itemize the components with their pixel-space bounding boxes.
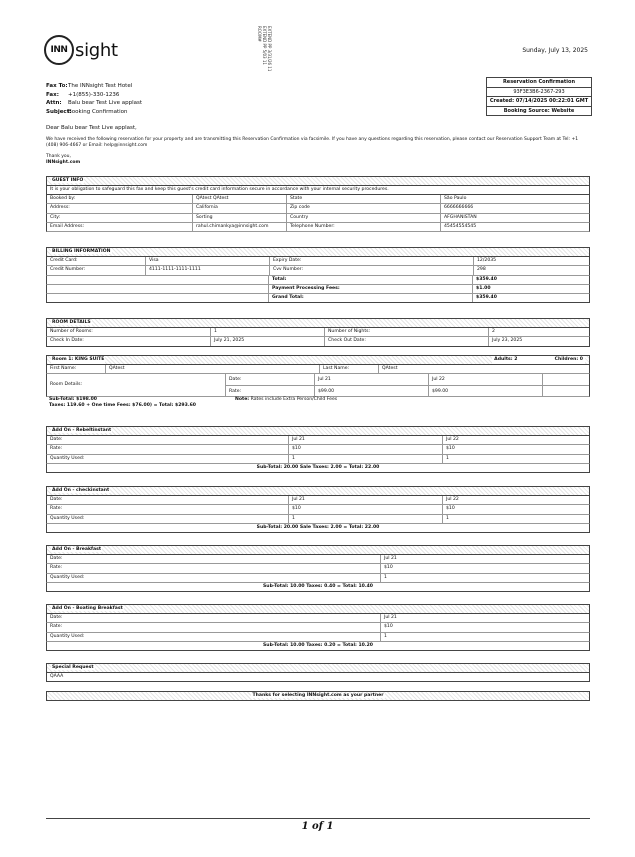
table-row (46, 276, 590, 285)
special-request-value: QAAA (50, 674, 64, 679)
cell: Jul 22 (429, 374, 543, 385)
cell: Date: (226, 374, 315, 385)
table-row (46, 555, 590, 564)
room-details-title: ROOM DETAILS (52, 320, 91, 325)
cell: Cvv Number: (270, 266, 474, 274)
guest-info-section (46, 176, 590, 232)
cell: July 23, 2025 (492, 338, 523, 344)
table-row (46, 214, 590, 223)
cell: Last Name: (320, 365, 379, 373)
cell: Sorting (193, 214, 287, 222)
reservation-number: 93F3E3B6-2367-293 (487, 88, 591, 98)
cell: Jul 21 (384, 556, 397, 561)
cell: City: (47, 214, 193, 222)
addon-title: Add On - Boating Breakfast (52, 606, 123, 611)
cell: July 21, 2025 (211, 337, 325, 345)
fax-attn: Balu bear Test Live applast (68, 100, 142, 106)
addon-title: Add On - checkinstant (52, 488, 110, 493)
billing-title: BILLING INFORMATION (52, 249, 111, 254)
cell (543, 374, 589, 385)
cell: Jul 21 (384, 615, 397, 620)
table-row (46, 455, 590, 464)
section-header (46, 663, 590, 673)
cell: Quantity Used: (47, 455, 289, 463)
cell: 1 (289, 515, 443, 523)
cell: Zip code (287, 204, 441, 212)
room-details-block (46, 374, 590, 397)
closing-text: Thanks for selecting INNsight.com as your partner (252, 693, 384, 698)
cell: Jul 22 (446, 497, 459, 502)
thanks-block (46, 154, 80, 166)
fax-attn-label: Attn: (46, 100, 62, 106)
cell: $99.00 (315, 386, 429, 397)
table-row (46, 623, 590, 632)
table-row (46, 564, 590, 573)
room-1-section (46, 355, 590, 409)
cell: Country (287, 214, 441, 222)
cell: Room Details: (47, 374, 226, 396)
stamp-line-2: EXTEND PP 5/03 11 (262, 26, 267, 65)
room-1-subtotal: Sub-Total: $198.00 (49, 397, 98, 403)
cell: Jul 21 (289, 436, 443, 444)
cell: $1.00 (476, 285, 491, 291)
cell: 1 (384, 574, 387, 580)
fax-to: The INNsight Test Hotel (68, 83, 133, 89)
addon-summary: Sub-Total: 10.00 Taxes: 0.20 = Total: 10.20 (46, 642, 590, 651)
cell: 1 (384, 633, 387, 639)
cell: QAtest (382, 366, 398, 371)
header-date: Sunday, July 13, 2025 (522, 47, 588, 54)
cell: 4111-1111-1111-1111 (146, 266, 270, 274)
special-request-section (46, 663, 590, 682)
cell: Rate: (47, 564, 381, 572)
adults-count: Adults: 2 (494, 357, 518, 362)
cell: Date: (47, 555, 381, 563)
vertical-stamp (238, 26, 272, 78)
table-row (46, 195, 590, 204)
cell: $10 (446, 506, 455, 512)
cell: Quantity Used: (47, 515, 289, 523)
special-request-title: Special Request (52, 665, 94, 670)
table-row (46, 436, 590, 445)
addon-section (46, 486, 590, 533)
stamp-line-1: EXTEND PP 3/31/26 11 (267, 26, 272, 72)
section-header (46, 486, 590, 496)
section-header (46, 318, 590, 328)
cell: $359.40 (476, 295, 497, 301)
cell (47, 285, 269, 293)
table-row (46, 515, 590, 524)
cell: $99.00 (429, 386, 543, 397)
fax-number: +1(855)-330-1236 (68, 91, 120, 98)
cell (47, 294, 269, 302)
logo-text: sight (75, 39, 118, 61)
thanks-signature: INNsight.com (46, 160, 81, 165)
cell: 1 (289, 455, 443, 463)
section-header (46, 247, 590, 257)
reservation-created: Created: 07/14/2025 00:22:01 GMT (487, 97, 591, 107)
cell: Credit Card: (47, 257, 146, 265)
cell: 1 (446, 455, 449, 461)
section-header (46, 176, 590, 186)
cell: Credit Number: (47, 266, 146, 274)
addon-summary: Sub-Total: 10.00 Taxes: 0.40 = Total: 10.40 (46, 583, 590, 592)
addon-summary: Sub-Total: 20.00 Sale Taxes: 2.00 = Total: 22.00 (46, 464, 590, 473)
table-row (46, 266, 590, 275)
logo-ring: INN (44, 35, 74, 65)
table-row (46, 294, 590, 303)
table-row (46, 285, 590, 294)
note-label: Note: (235, 397, 250, 403)
guest-note: It is your obligation to safeguard this fax and keep this guest's credit card information secure in accordance with your internal security procedures. (46, 186, 590, 195)
cell: Number of Rooms: (47, 328, 211, 336)
cell: $10 (289, 445, 443, 453)
cell (543, 386, 589, 397)
room-1-taxes: Taxes: 119.60 + One time Fees: $76.00) = Total: $293.60 (49, 403, 196, 409)
thanks-line: Thank you, (46, 154, 71, 159)
billing-section (46, 247, 590, 303)
table-row (46, 614, 590, 623)
cell: First Name: (47, 365, 106, 373)
greeting: Dear Balu bear Test Live applast, (46, 125, 137, 131)
guest-info-title: GUEST INFO (52, 178, 84, 183)
intro-text: We have received the following reservation for your property and are transmitting this Reservation Confirmation via facsimile. If you have any questions regarding this reservation, please contact our Reservation Support Team at Tel: +1 (408) 906-4667 or Email: help@innsight.com (46, 137, 579, 148)
table-row (46, 328, 590, 337)
fax-subject: Booking Confirmation (68, 108, 128, 115)
cell: Expiry Date: (270, 257, 474, 265)
cell: 1 (211, 328, 325, 336)
addon-title: Add On - Breakfast (52, 547, 102, 552)
cell: Total: (269, 276, 473, 284)
fax-to-label: Fax To: (46, 83, 68, 89)
table-row (46, 574, 590, 583)
table-row (46, 496, 590, 505)
addon-title: Add On - Rebeltinstant (52, 428, 112, 433)
table-row (46, 365, 590, 374)
cell: 6666666666 (444, 205, 474, 211)
cell: rahul.chimankya@innsight.com (193, 223, 287, 231)
cell: Email Address: (47, 223, 193, 231)
cell: Quantity Used: (47, 633, 381, 641)
cell: Jul 22 (446, 437, 459, 442)
cell: Date: (47, 496, 289, 504)
reservation-box (486, 77, 592, 116)
cell: QAtest (106, 365, 320, 373)
table-row (46, 204, 590, 213)
addon-section (46, 604, 590, 651)
section-header (46, 426, 590, 436)
cell: $10 (384, 565, 393, 571)
cell: $359.40 (476, 276, 497, 282)
cell: Rate: (226, 386, 315, 397)
cell: Number of Nights: (325, 328, 489, 336)
cell: Date: (47, 436, 289, 444)
footer-divider (46, 818, 590, 819)
addon-summary: Sub-Total: 20.00 Sale Taxes: 2.00 = Total: 22.00 (46, 524, 590, 533)
cell: Rate: (47, 623, 381, 631)
fax-number-label: Fax: (46, 91, 59, 98)
booking-source: Booking Source: Website (503, 107, 575, 114)
table-row (46, 445, 590, 454)
cell (47, 276, 269, 284)
cell: 12/2035 (477, 258, 497, 263)
cell: Address: (47, 204, 193, 212)
cell: Booked by: (47, 195, 193, 203)
cell: Quantity Used: (47, 574, 381, 582)
room-details-section (46, 318, 590, 347)
table-row (46, 505, 590, 514)
table-row (46, 673, 590, 682)
closing-section (46, 691, 590, 701)
cell: Jul 21 (315, 374, 429, 385)
cell: Date: (47, 614, 381, 622)
table-row (46, 337, 590, 346)
cell: $10 (289, 505, 443, 513)
cell: Payment Processing Fees: (269, 285, 473, 293)
cell: 45454554545 (444, 223, 477, 229)
cell: Check In Date: (47, 337, 211, 345)
reservation-title: Reservation Confirmation (487, 78, 591, 88)
fax-subject-label: Subject: (46, 108, 72, 115)
cell: Check Out Date: (325, 337, 489, 345)
room-1-title: Room 1: KING SUITE (52, 357, 105, 362)
cell: California (193, 204, 287, 212)
cell: $10 (384, 624, 393, 630)
innsight-logo (44, 34, 118, 66)
cell: São Paulo (444, 196, 467, 201)
page-number: 1 of 1 (301, 821, 334, 832)
cell: 1 (446, 515, 449, 521)
room-1-totals (46, 397, 590, 409)
cell: Telephone Number: (287, 223, 441, 231)
section-header (46, 545, 590, 555)
cell: 2 (492, 329, 495, 334)
fax-header (46, 82, 142, 116)
cell: Visa (146, 257, 270, 265)
cell: Rate: (47, 505, 289, 513)
section-header (46, 355, 590, 365)
cell: QAtest QAtest (193, 195, 287, 203)
section-header (46, 604, 590, 614)
cell: Grand Total: (269, 294, 473, 302)
stamp-line-3: ROOM# (257, 26, 262, 42)
table-row (46, 257, 590, 266)
cell: Jul 21 (289, 496, 443, 504)
cell: AFGHANISTAN (444, 214, 477, 220)
cell: 298 (477, 267, 486, 273)
addon-section (46, 545, 590, 592)
room-1-note: Rates include Extra Person/Child Fees (250, 397, 338, 403)
table-row (46, 223, 590, 232)
children-count: Children: 0 (554, 357, 583, 362)
cell: Rate: (47, 445, 289, 453)
cell: $10 (446, 446, 455, 452)
addon-section (46, 426, 590, 473)
table-row (46, 633, 590, 642)
cell: State (287, 195, 441, 203)
closing-banner (46, 691, 590, 701)
